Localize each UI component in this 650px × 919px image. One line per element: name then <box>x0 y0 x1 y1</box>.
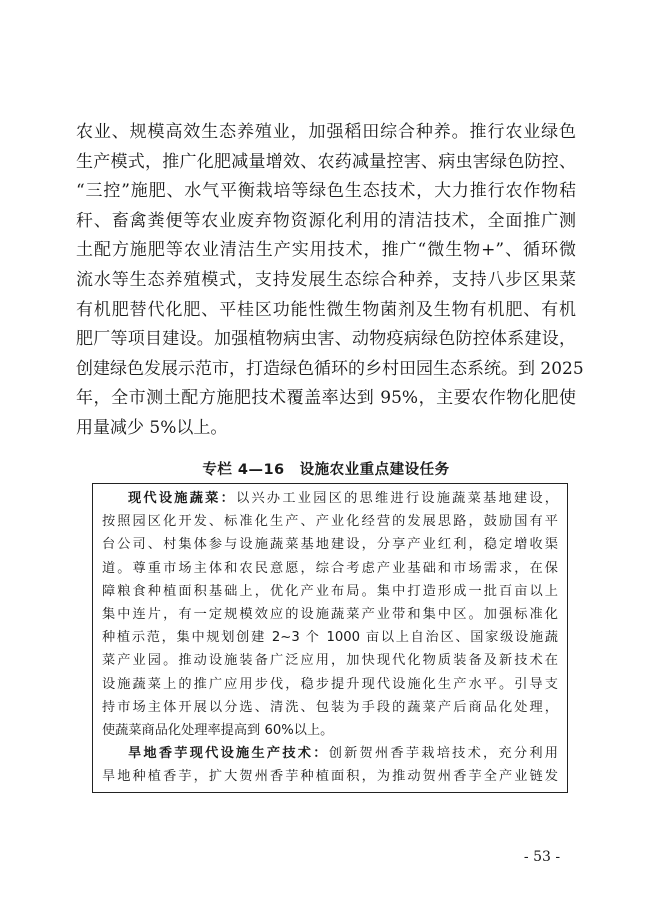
box-line: 障粮食种植面积基础上，优化产业布局。集中打造形成一批百亩以上 <box>102 583 558 599</box>
box-line: 道。尊重市场主体和农民意愿，综合考虑产业基础和市场需求，在保 <box>102 560 558 576</box>
box-item-heading: 旱地香芋现代设施生产技术： <box>128 746 329 762</box>
box-line: 设施蔬菜上的推广应用步伐，稳步提升现代设施化生产水平。引导支 <box>102 676 558 692</box>
box-line: 旱地种植香芋，扩大贺州香芋种植面积，为推动贺州香芋全产业链发 <box>102 769 558 785</box>
box-item-heading-line <box>102 742 558 765</box>
feature-box <box>92 483 568 793</box>
body-line: 农业、规模高效生态养殖业，加强稻田综合种养。推行农业绿色 <box>76 122 576 142</box>
box-line: 使蔬菜商品化处理率提高到 60%以上。 <box>102 722 334 738</box>
box-line: 按照园区化开发、标准化生产、产业化经营的发展思路，鼓励国有平 <box>102 514 558 530</box>
box-line: 台公司、村集体参与设施蔬菜基地建设，分享产业红利，稳定增收渠 <box>102 537 558 553</box>
body-line: “三控”施肥、水气平衡栽培等绿色生态技术，大力推行农作物秸 <box>76 181 576 202</box>
box-line-text: 以兴办工业园区的思维进行设施蔬菜基地建设， <box>236 491 558 506</box>
body-line: 有机肥替代化肥、平桂区功能性微生物菌剂及生物有机肥、有机 <box>76 299 576 320</box>
box-line: 菜产业园。推动设施装备广泛应用，加快现代化物质装备及新技术在 <box>102 653 558 669</box>
box-item-heading: 现代设施蔬菜： <box>128 491 237 506</box>
box-line: 种植示范，集中规划创建 2~3 个 1000 亩以上自治区、国家级设施蔬 <box>102 630 558 646</box>
body-line: 生产模式，推广化肥减量增效、农药减量控害、病虫害绿色防控、 <box>76 151 576 172</box>
body-line: 用量减少 5%以上。 <box>76 417 228 438</box>
body-line: 秆、畜禽粪便等农业废弃物资源化利用的清洁技术，全面推广测 <box>76 210 576 231</box>
box-line-text: 创新贺州香芋栽培技术，充分利用 <box>328 746 558 762</box>
box-line: 集中连片，有一定规模效应的设施蔬菜产业带和集中区。加强标准化 <box>102 606 558 622</box>
main-body-text <box>76 118 584 444</box>
box-title: 专栏 4—16 设施农业重点建设任务 <box>202 462 450 478</box>
box-item-heading-line <box>102 487 558 510</box>
box-line: 持市场主体开展以分选、清洗、包装为手段的蔬菜产后商品化处理， <box>102 699 558 715</box>
page-number: - 53 - <box>523 849 561 865</box>
body-line: 年，全市测土配方施肥技术覆盖率达到 95%，主要农作物化肥使 <box>76 388 576 409</box>
body-line: 土配方施肥等农业清洁生产实用技术，推广“微生物+”、循环微 <box>76 240 576 261</box>
body-line: 肥厂等项目建设。加强植物病虫害、动物疫病绿色防控体系建设， <box>76 329 576 350</box>
body-line: 流水等生态养殖模式，支持发展生态综合种养，支持八步区果菜 <box>76 269 576 290</box>
body-line: 创建绿色发展示范市，打造绿色循环的乡村田园生态系统。到 2025 <box>76 358 584 379</box>
